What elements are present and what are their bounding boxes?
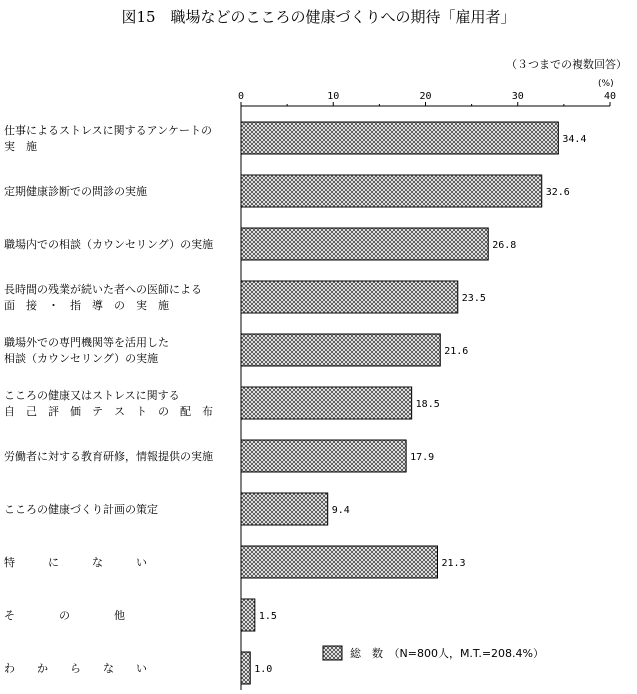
bar <box>241 493 328 525</box>
category-label: わ か ら な い <box>4 662 147 675</box>
x-tick-label: 0 <box>237 91 245 102</box>
bar-value-label: 26.8 <box>492 240 517 251</box>
bar <box>241 387 412 419</box>
chart-subtitle: （３つまでの複数回答） <box>506 58 627 71</box>
x-tick-label: 30 <box>511 91 524 102</box>
bar-value-label: 17.9 <box>410 452 435 463</box>
category-label: 実 施 <box>4 140 37 153</box>
bar <box>241 175 542 207</box>
bar-value-label: 34.4 <box>562 134 587 145</box>
category-label: 自 己 評 価 テ ス ト の 配 布 <box>4 405 213 418</box>
bar <box>241 546 437 578</box>
category-label: 特 に な い <box>4 556 147 569</box>
category-label: そ の 他 <box>4 609 125 622</box>
category-label: こころの健康又はストレスに関する <box>4 389 180 402</box>
category-label: 長時間の残業が続いた者への医師による <box>4 283 202 296</box>
x-tick-label: 40 <box>603 91 617 102</box>
bar-value-label: 18.5 <box>415 399 440 410</box>
category-label: 仕事によるストレスに関するアンケートの <box>4 124 213 137</box>
chart-title: 図15 職場などのこころの健康づくりへの期待「雇用者」 <box>121 8 516 26</box>
bar <box>241 652 250 684</box>
bar-value-label: 1.5 <box>258 611 277 622</box>
bar <box>241 599 255 631</box>
category-label: 定期健康診断での問診の実施 <box>4 185 147 198</box>
bar <box>241 228 488 260</box>
axis-unit-label: (%) <box>598 79 614 89</box>
bar <box>241 334 440 366</box>
category-label: 労働者に対する教育研修，情報提供の実施 <box>4 450 213 463</box>
x-tick-label: 10 <box>327 91 340 102</box>
bar-group <box>4 122 586 684</box>
bar <box>241 281 458 313</box>
legend <box>323 646 544 660</box>
bar-value-label: 9.4 <box>331 505 350 516</box>
category-label: 面 接 ・ 指 導 の 実 施 <box>4 299 169 312</box>
bar-value-label: 21.3 <box>441 558 466 569</box>
category-label: 職場内での相談（カウンセリング）の実施 <box>4 238 214 251</box>
bar-value-label: 23.5 <box>461 293 486 304</box>
category-label: 職場外での専門機関等を活用した <box>4 336 169 349</box>
bar <box>241 440 406 472</box>
legend-swatch <box>323 646 342 660</box>
legend-label: 総 数 （N=800人，M.T.=208.4%） <box>350 647 544 660</box>
bar-value-label: 21.6 <box>444 346 469 357</box>
category-label: 相談（カウンセリング）の実施 <box>4 352 159 365</box>
category-label: こころの健康づくり計画の策定 <box>4 503 158 516</box>
x-tick-label: 20 <box>419 91 432 102</box>
bar <box>241 122 558 154</box>
bar-value-label: 32.6 <box>545 187 570 198</box>
bar-value-label: 1.0 <box>254 664 273 675</box>
